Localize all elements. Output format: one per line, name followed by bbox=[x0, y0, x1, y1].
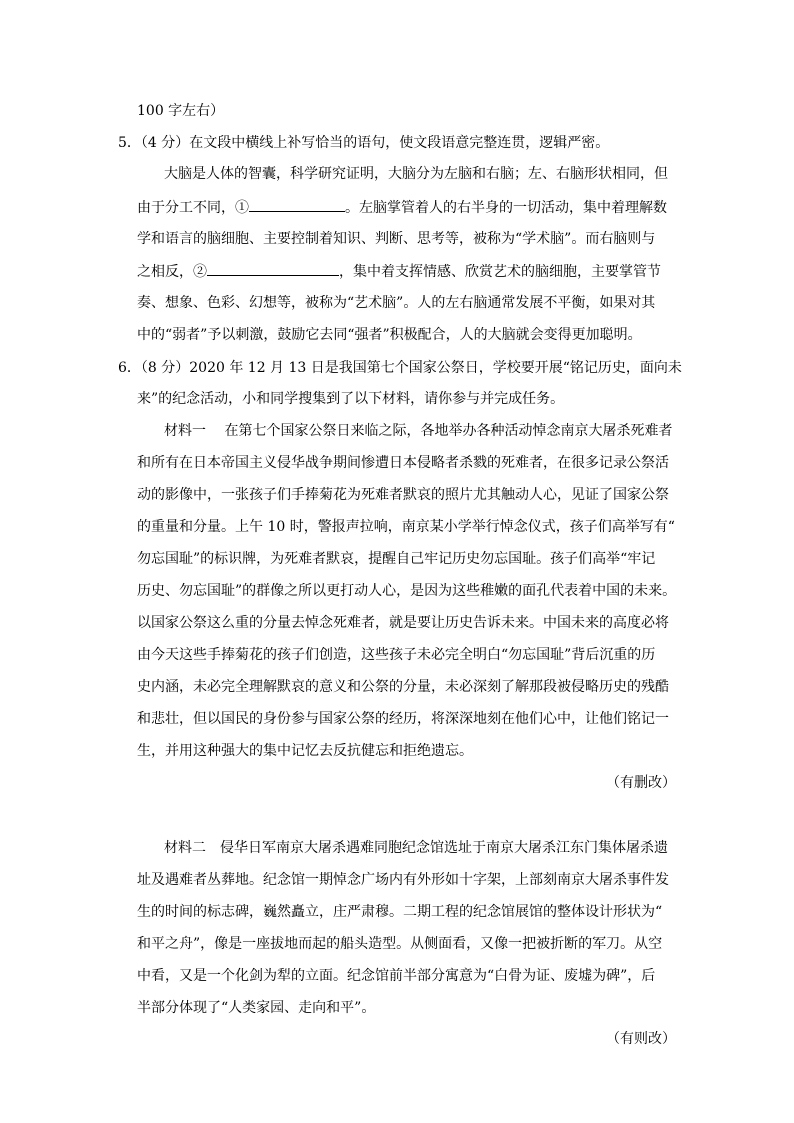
material-2-source-note: （有则改） bbox=[606, 1031, 676, 1047]
answer-blank-1[interactable] bbox=[249, 197, 345, 212]
material-2-line-1: 材料二 侵华日军南京大屠杀遇难同胞纪念馆选址于南京大屠杀江东门集体屠杀遗 bbox=[164, 840, 668, 856]
q5-line2-end: 。左脑掌管着人的右半身的一切活动，集中着理解数 bbox=[345, 200, 667, 216]
material-2-line-4: 和平之舟”，像是一座拔地而起的船头造型。从侧面看，又像一把被折断的军刀。从空 bbox=[137, 936, 663, 952]
material-1-line-6: 历史、勿忘国耻”的群像之所以更打动人心，是因为这些稚嫩的面孔代表着中国的未来。 bbox=[137, 583, 677, 599]
material-1-line-2: 和所有在日本帝国主义侵华战争期间惨遭日本侵略者杀戮的死难者，在很多记录公祭活 bbox=[137, 455, 669, 471]
material-1-line-5: 勿忘国耻”的标识牌，为死难者默哀，提醒自己牢记历史勿忘国耻。孩子们高举“牢记 bbox=[137, 551, 656, 567]
q6-stem-line-2: 来”的纪念活动，小和同学搜集到了以下材料，请你参与并完成任务。 bbox=[137, 391, 565, 407]
material-1-line-7: 以国家公祭这么重的分量去悼念死难者，就是要让历史告诉未来。中国未来的高度必将 bbox=[137, 615, 669, 631]
q5-line2-start: 由于分工不同，① bbox=[137, 200, 249, 216]
q5-paragraph-line-4 bbox=[137, 261, 661, 282]
q5-line4-start: 之相反，② bbox=[137, 264, 207, 280]
material-1-line-1: 材料一 在第七个国家公祭日来临之际，各地举办各种活动悼念南京大屠杀死难者 bbox=[164, 423, 673, 439]
answer-blank-2[interactable] bbox=[207, 261, 339, 276]
q6-stem-line-1: 6．（8 分）2020 年 12 月 13 日是我国第七个国家公祭日，学校要开展“铭记历史，面向未 bbox=[118, 360, 682, 376]
q4-tail: 100 字左右） bbox=[137, 103, 225, 119]
q5-paragraph-line-3: 学和语言的脑细胞、主要控制着知识、判断、思考等，被称为“学术脑”。而右脑则与 bbox=[137, 231, 656, 247]
material-1-line-4: 的重量和分量。上午 10 时，警报声拉响，南京某小学举行悼念仪式，孩子们高举写有“ bbox=[137, 519, 675, 535]
q5-paragraph-line-6: 中的“弱者”予以刺激，鼓励它去同“强者”积极配合，人的大脑就会变得更加聪明。 bbox=[137, 327, 642, 343]
material-1-line-3: 动的影像中，一张孩子们手捧菊花为死难者默哀的照片尤其触动人心，见证了国家公祭 bbox=[137, 487, 669, 503]
material-1-source-note: （有删改） bbox=[606, 775, 676, 791]
material-2-line-2: 址及遇难者丛葬地。纪念馆一期悼念广场内有外形如十字架，上部刻南京大屠杀事件发 bbox=[137, 872, 669, 888]
q5-paragraph-line-2 bbox=[137, 197, 667, 218]
material-1-line-11: 生，并用这种强大的集中记忆去反抗健忘和拒绝遗忘。 bbox=[137, 743, 473, 759]
material-1-line-8: 由今天这些手捧菊花的孩子们创造，这些孩子未必完全明白“勿忘国耻”背后沉重的历 bbox=[137, 647, 656, 663]
q5-line4-end: ，集中着支挥情感、欣赏艺术的脑细胞，主要掌管节 bbox=[339, 264, 661, 280]
q5-paragraph-line-1: 大脑是人体的智囊，科学研究证明，大脑分为左脑和右脑；左、右脑形状相同，但 bbox=[164, 166, 668, 182]
material-1-line-9: 史内涵，未必完全理解默哀的意义和公祭的分量，未必深刻了解那段被侵略历史的残酷 bbox=[137, 679, 669, 695]
material-2-line-5: 中看，又是一个化剑为犁的立面。纪念馆前半部分寓意为“白骨为证、废墟为碑”，后 bbox=[137, 968, 656, 984]
q5-paragraph-line-5: 奏、想象、色彩、幻想等，被称为“艺术脑”。人的左右脑通常发展不平衡，如果对其 bbox=[137, 295, 656, 311]
q5-stem: 5．（4 分）在文段中横线上补写恰当的语句，使文段语意完整连贯，逻辑严密。 bbox=[118, 135, 610, 151]
material-1-line-10: 和悲壮，但以国民的身份参与国家公祭的经历，将深深地刻在他们心中，让他们铭记一 bbox=[137, 711, 669, 727]
material-2-line-3: 生的时间的标志碑，巍然矗立，庄严肃穆。二期工程的纪念馆展馆的整体设计形状为“ bbox=[137, 904, 663, 920]
material-2-line-6: 半部分体现了“人类家园、走向和平”。 bbox=[137, 1000, 376, 1016]
